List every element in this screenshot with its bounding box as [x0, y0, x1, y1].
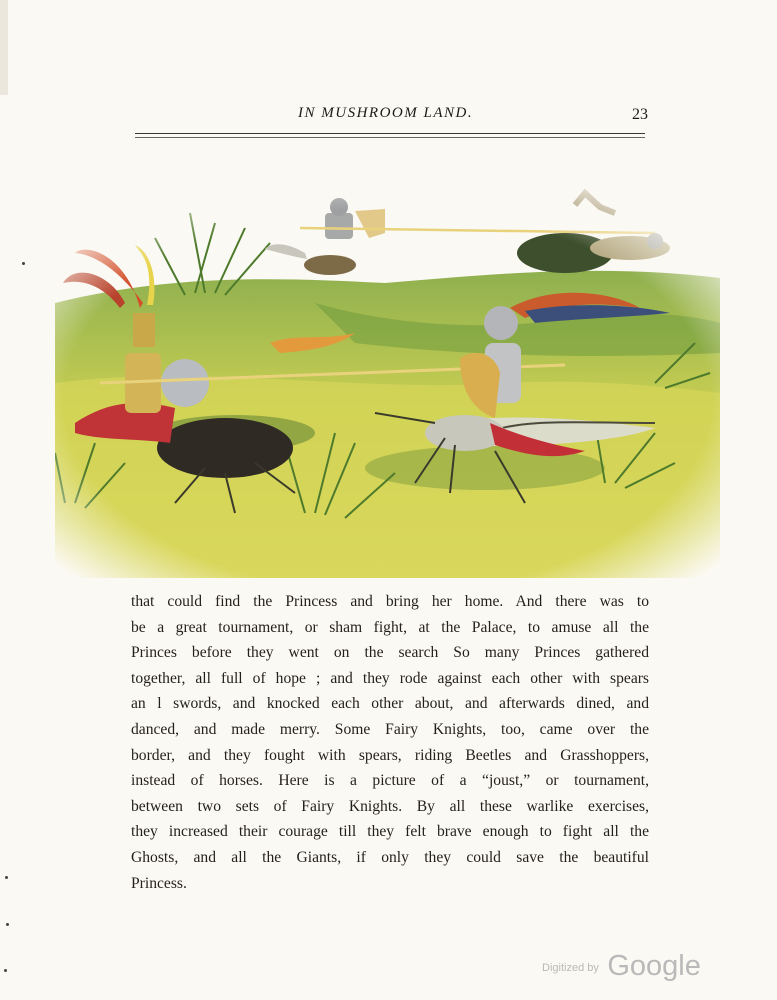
watermark-prefix: Digitized by [542, 962, 599, 974]
body-line: that could find the Princess and bring her home. And there was to [131, 593, 649, 610]
google-logo: Google [607, 950, 701, 982]
body-line: danced, and made merry. Some Fairy Knights, too, came over the [131, 720, 649, 738]
scan-speck [4, 969, 7, 972]
scan-speck [22, 262, 25, 265]
body-line: between two sets of Fairy Knights. By all these warlike exercises, [131, 797, 649, 815]
header-rule-thin [135, 137, 645, 138]
running-title: IN MUSHROOM LAND. [298, 105, 474, 121]
body-line: Princes before they went on the search So many Princes gathered [131, 644, 649, 662]
scan-speck [5, 876, 8, 879]
body-line: an l swords, and knocked each other about, and afterwards dined, and [131, 695, 649, 713]
page-number: 23 [632, 106, 648, 123]
joust-illustration [55, 183, 720, 578]
scan-edge [0, 0, 8, 95]
header-rule [135, 133, 645, 134]
running-header [118, 103, 648, 129]
body-line: they increased their courage till they felt brave enough to fight all the [131, 823, 649, 841]
body-line: Ghosts, and all the Giants, if only they could save the beautiful [131, 848, 649, 866]
body-line: border, and they fought with spears, riding Beetles and Grasshoppers, [131, 746, 649, 764]
body-line: be a great tournament, or sham fight, at the Palace, to amuse all the [131, 618, 649, 636]
body-text [131, 589, 649, 896]
body-line: together, all full of hope ; and they rode against each other with spears [131, 669, 649, 687]
scan-speck [6, 923, 9, 926]
joust-illustration-svg [55, 183, 720, 578]
body-line: instead of horses. Here is a picture of a “joust,” or tournament, [131, 772, 649, 790]
body-line-final: Princess. [131, 874, 187, 892]
google-digitized-watermark [542, 950, 701, 983]
